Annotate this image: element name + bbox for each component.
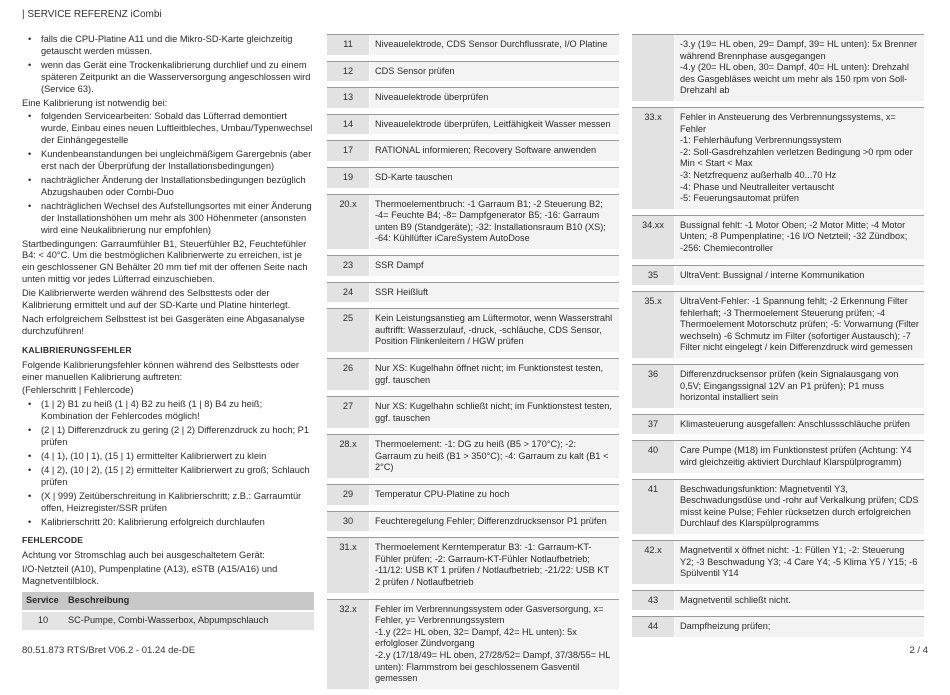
table-row xyxy=(632,265,924,286)
list-item: • (X | 999) Zeitüberschreitung in Kalibrierschritt; z.B.: Garraumtür offen, Heizregister/SSR prüfen xyxy=(28,490,302,513)
error-code xyxy=(632,35,674,101)
error-code: 23 xyxy=(342,259,354,270)
error-description xyxy=(674,617,924,637)
table-row xyxy=(327,599,619,689)
error-code: 19 xyxy=(342,171,354,182)
table-row xyxy=(327,434,619,478)
description-line: RATIONAL informieren; Recovery Software anwenden xyxy=(375,145,597,156)
description-line: Thermoelement Kerntemperatur B3: -1: Garraum-KT-Fühler prüfen; -2: Garraum-KT-Fühler Notlaufbetrieb; -11/12: USB KT 1 prüfen / Notlaufbetrieb; -21/22: USB KT 2 prüfen / Notlaufbetrieb xyxy=(375,542,609,588)
table-row xyxy=(22,611,314,630)
error-description xyxy=(369,359,619,390)
paragraph: Nach erfolgreichem Selbsttest ist bei Gasgeräten eine Abgasanalyse durchzuführen! xyxy=(22,313,305,336)
list-item: • falls die CPU-Platine A11 und die Mikro-SD-Karte gleichzeitig getauscht werden müssen. xyxy=(28,34,293,56)
description-line: Dampfheizung prüfen; xyxy=(680,621,771,632)
description-line: -1.y (22= HL oben, 32= Dampf, 42= HL unten): 5x erfolgloser Zündvorgang xyxy=(375,626,577,649)
list-item-text: (X | 999) Zeitüberschreitung in Kalibrierschritt; z.B.: Garraumtür offen, Heizregister/SSR prüfen xyxy=(41,490,302,513)
list-item-text: falls die CPU-Platine A11 und die Mikro-SD-Karte gleichzeitig getauscht werden müssen. xyxy=(41,34,293,56)
error-code: 33.x xyxy=(644,111,662,122)
table-row xyxy=(632,107,924,209)
description-line: -2.y (17/18/49= HL oben, 27/28/52= Dampf, 37/38/55= HL unten): Flammstrom bei geschlossenem Gasventil gemessen xyxy=(375,650,611,684)
description-line: Care Pumpe (M18) im Funktionstest prüfen (Achtung: Y4 wird gleichzeitig aktiviert Durchlauf Klarspülprogramm) xyxy=(680,445,912,468)
description-line: Nur XS: Kugelhahn schließt nicht; im Funktionstest testen, ggf. tauschen xyxy=(375,401,612,423)
description-line: Fehler im Verbrennungssystem oder Gasversorgung, x= Fehler, y= Verbrennungssystem xyxy=(375,603,604,626)
error-code: 25 xyxy=(342,313,354,324)
error-code: 41 xyxy=(647,483,659,494)
error-description xyxy=(369,195,619,249)
error-code: 37 xyxy=(647,418,659,429)
error-description xyxy=(369,512,619,532)
left-column xyxy=(22,34,314,630)
description-line: Temperatur CPU-Platine zu hoch xyxy=(375,489,510,500)
list-item-text: Kalibrierschritt 20: Kalibrierung erfolgreich durchlaufen xyxy=(41,516,265,527)
paragraph: Folgende Kalibrierungsfehler können während des Selbsttests oder einer manuellen Kalibrierung auftreten: xyxy=(22,359,300,382)
error-description xyxy=(674,365,924,408)
description-line: SD-Karte tauschen xyxy=(375,171,453,182)
error-code: 11 xyxy=(343,39,353,49)
list-item: • folgenden Servicearbeiten: Sobald das Lüfterrad demontiert wurde, Einbau eines neuen Luftleitbleches, Umbau/Typenwechsel der Einhängegestelle xyxy=(28,111,313,146)
description-line: Magnetventil x öffnet nicht: -1: Füllen Y1; -2: Steuerung Y2; -3 Beschwadung Y3; -4 Care Y4; -5 Klima Y5 / Y15; -6 Spülventil Y14 xyxy=(680,545,918,579)
list-item: • nachträglicher Änderung der Installationsbedingungen bezüglich Abzugshauben oder Combi-Duo xyxy=(28,174,306,197)
table-row xyxy=(632,540,924,584)
description-line: Niveauelektrode, CDS Sensor Durchflussrate, I/O Platine xyxy=(375,39,608,49)
table-row xyxy=(632,34,924,101)
error-description xyxy=(369,309,619,352)
error-code: 13 xyxy=(342,92,354,103)
paragraph: Achtung vor Stromschlag auch bei ausgeschaltetem Gerät: xyxy=(22,550,265,561)
description-line: -1: Fehlerhäufung Verbrennungssystem xyxy=(680,135,842,146)
service-description: SC-Pumpe, Combi-Wasserbox, Abpumpschlauch xyxy=(64,611,314,630)
description-line: UltraVent: Bussignal / interne Kommunikation xyxy=(680,269,865,280)
error-code: 36 xyxy=(647,369,659,380)
bullet-list xyxy=(22,399,314,528)
error-code: 31.x xyxy=(339,542,357,553)
description-line: Nur XS: Kugelhahn öffnet nicht; im Funktionstest testen, ggf. tauschen xyxy=(375,362,604,385)
description-line: -2: Soll-Gasdrehzahlen verletzen Bedingung >0 rpm oder Min < Start < Max xyxy=(680,146,913,169)
table-row xyxy=(327,34,619,55)
description-line: -3.y (19= HL oben, 29= Dampf, 39= HL unten): 5x Brenner während Brennphase ausgegangen xyxy=(680,39,918,61)
paragraph: Startbedingungen: Garraumfühler B1, Steuerfühler B2, Feuchtefühler B4: < 40°C. Um die bestmöglichen Kalibrierwerte zu erreichen, ist je ein geschlossener GN Behälter 20 mm tief mit der offenen Seite nach unten mittig vor jedes Lüfterrad einzuschieben. xyxy=(22,238,308,285)
description-line: SSR Heißluft xyxy=(375,286,429,297)
description-line: -5: Feuerungsautomat prüfen xyxy=(680,193,799,204)
description-line: Niveauelektrode überprüfen xyxy=(375,92,489,103)
error-description xyxy=(674,108,924,209)
error-code: 43 xyxy=(647,594,659,605)
error-description xyxy=(369,62,619,82)
list-item-text: wenn das Gerät eine Trockenkalibrierung durchlief und zu einem späteren Zeitpunkt an die Wasserversorgung angeschlossen wird (Service 63). xyxy=(41,59,311,94)
list-item: • (1 | 2) B1 zu heiß (1 | 4) B2 zu heiß (1 | 8) B4 zu heiß; Kombination der Fehlercodes möglich! xyxy=(28,399,263,422)
bullet-list xyxy=(22,111,314,236)
table-row xyxy=(327,396,619,428)
list-item: • (4 | 2), (10 | 2), (15 | 2) ermittelter Kalibrierwert zu groß; Schlauch prüfen xyxy=(28,464,310,487)
error-description xyxy=(674,415,924,435)
list-item-text: folgenden Servicearbeiten: Sobald das Lüfterrad demontiert wurde, Einbau eines neuen Luftleitbleches, Umbau/Typenwechsel der Einhängegestelle xyxy=(41,111,313,146)
error-code: 35.x xyxy=(644,296,662,307)
error-code: 42.x xyxy=(644,545,662,555)
table-row xyxy=(327,61,619,82)
list-item: • (4 | 1), (10 | 1), (15 | 1) ermittelter Kalibrierwert zu klein xyxy=(28,451,267,461)
error-description xyxy=(369,600,619,689)
description-line: CDS Sensor prüfen xyxy=(375,65,455,76)
error-code: 12 xyxy=(342,65,354,76)
table-row xyxy=(327,511,619,532)
table-row xyxy=(327,87,619,108)
error-code: 29 xyxy=(342,489,354,500)
description-line: Feuchteregelung Fehler; Differenzdrucksensor P1 prüfen xyxy=(375,515,607,526)
error-code: 17 xyxy=(342,145,354,156)
footer-page-number: 2 / 4 xyxy=(909,645,928,656)
error-description xyxy=(369,538,619,592)
list-item: • nachträglichen Wechsel des Aufstellungsortes mit einer Änderung der Installationshöhen um mehr als 300 Höhenmeter (ansonsten wird eine Neukalibrierung nur empfohlen) xyxy=(28,200,312,235)
description-line: Thermoelement: -1: DG zu heiß (B5 > 170°C); -2: Garraum zu heiß (B1 > 350°C); -4: Garraum zu kalt (B1 < 2°C) xyxy=(375,439,609,473)
error-description xyxy=(369,283,619,303)
error-description xyxy=(369,485,619,505)
list-item: • (2 | 1) Differenzdruck zu gering (2 | 2) Differenzdruck zu hoch; P1 prüfen xyxy=(28,425,310,448)
table-row xyxy=(632,291,924,358)
error-description xyxy=(369,141,619,161)
table-row xyxy=(327,114,619,135)
error-description xyxy=(674,591,924,611)
table-row xyxy=(327,255,619,276)
error-description xyxy=(369,256,619,276)
error-description xyxy=(369,397,619,428)
list-item-text: nachträglichen Wechsel des Aufstellungsortes mit einer Änderung der Installationshöhen um mehr als 300 Höhenmeter (ansonsten wird eine Neukalibrierung nur empfohlen) xyxy=(41,200,312,235)
error-description xyxy=(674,480,924,534)
table-row xyxy=(327,308,619,352)
error-code: 32.x xyxy=(339,603,357,614)
description-line: Bussignal fehlt: -1 Motor Oben; -2 Motor Mitte; -4 Motor Unten; -8 Pumpenplatine; -16 I/O Netzteil; -32 Zündbox; -256: Chemiecontroller xyxy=(680,219,908,253)
section-heading: FEHLERCODE xyxy=(22,535,84,546)
description-line: -4.y (20= HL oben, 30= Dampf, 40= HL unten): Drehzahl des Gasgebläses weicht um mehr als 150 rpm von Soll-Drehzahl ab xyxy=(680,62,909,96)
error-description xyxy=(369,35,619,55)
table-row xyxy=(327,537,619,592)
table-row xyxy=(632,215,924,259)
description-line: Kein Leistungsanstieg am Lüftermotor, wenn Wasserstrahl auftrifft: Wasserzulauf, -druck, -schläuche, CDS Sensor, Position Flinkenleitern / HGW prüfen xyxy=(375,313,613,347)
table-row xyxy=(327,167,619,188)
table-row xyxy=(327,358,619,390)
table-row xyxy=(327,484,619,505)
error-code: 44 xyxy=(647,621,659,632)
table-row xyxy=(327,194,619,249)
table-row xyxy=(327,282,619,303)
description-line: Niveauelektrode überprüfen, Leitfähigkeit Wasser messen xyxy=(375,118,611,129)
description-line: Klimasteuerung ausgefallen: Anschlussschläuche prüfen xyxy=(680,418,910,429)
paragraph: Die Kalibrierwerte werden während des Selbsttests oder der Kalibrierung ermittelt und auf der SD-Karte und Platine hinterlegt. xyxy=(22,288,291,311)
table-row xyxy=(632,590,924,611)
list-item-text: (1 | 2) B1 zu heiß (1 | 4) B2 zu heiß (1 | 8) B4 zu heiß; Kombination der Fehlercodes möglich! xyxy=(41,399,263,422)
list-item-text: Kundenbeanstandungen bei ungleichmäßigem Garergebnis (aber erst nach der Überprüfung der Installationsbedingungen) xyxy=(41,149,312,172)
description-line: Beschwadungsfunktion: Magnetventil Y3, Beschwadungsdüse und -rohr auf Verkalkung prüfen; CDS misst keine Pulse; Fehler rücksetzen durch erfolgreichen Durchlauf des Klarspülprogramms xyxy=(680,483,919,529)
table-row xyxy=(632,440,924,472)
table-row xyxy=(327,140,619,161)
description-line: Fehler in Ansteuerung des Verbrennungssystems, x= Fehler xyxy=(680,111,896,134)
list-item-text: (2 | 1) Differenzdruck zu gering (2 | 2) Differenzdruck zu hoch; P1 prüfen xyxy=(41,425,310,448)
page-header: | SERVICE REFERENZ iCombi xyxy=(22,9,162,20)
error-code-column-right xyxy=(632,34,924,643)
error-description xyxy=(674,292,924,358)
description-line: -3: Netzfrequenz außerhalb 40...70 Hz xyxy=(680,169,837,180)
description-line: SSR Dampf xyxy=(375,259,424,270)
error-description xyxy=(674,541,924,584)
column-header: Service xyxy=(22,592,64,611)
description-line: UltraVent-Fehler: -1 Spannung fehlt; -2 Erkennung Filter fehlerhaft; -3 Thermoelement Steuerung prüfen; -4 Thermoelement Motorschutz prüfen; -5: Vorwarnung (Filter wechseln) -6 Schmutz im Filter (sofortiger Austausch); -7 Filter nicht eingelegt / kein Differenzdruck wird gemessen xyxy=(680,296,919,353)
list-item: • Kundenbeanstandungen bei ungleichmäßigem Garergebnis (aber erst nach der Überprüfung der Installationsbedingungen) xyxy=(28,149,312,172)
error-description xyxy=(369,435,619,478)
error-description xyxy=(369,115,619,135)
error-description xyxy=(369,88,619,108)
footer-document-id: 80.51.873 RTS/Bret V06.2 - 01.24 de-DE xyxy=(22,645,196,656)
service-code: 10 xyxy=(22,611,64,630)
bullet-list xyxy=(22,34,314,96)
error-description xyxy=(369,168,619,188)
paragraph: (Fehlerschritt | Fehlercode) xyxy=(22,385,134,396)
section-heading: KALIBRIERUNGSFEHLER xyxy=(22,344,132,355)
table-row xyxy=(632,616,924,637)
description-line: Thermoelementbruch: -1 Garraum B1; -2 Steuerung B2; -4= Feuchte B4; -8= Dampfgenerator B5; -16: Garraum unten B9 (Standgeräte); -32: Installationsraum B10 (XS); -64: Kühllüfter iCareSystem AutoDose xyxy=(375,198,606,244)
table-row xyxy=(632,479,924,534)
error-code-column-middle xyxy=(327,34,619,695)
list-item-text: nachträglicher Änderung der Installationsbedingungen bezüglich Abzugshauben oder Combi-Duo xyxy=(41,174,306,197)
description-line: -4: Phase und Neutralleiter vertauscht xyxy=(680,181,835,192)
error-code: 35 xyxy=(647,269,659,280)
error-code: 14 xyxy=(342,118,354,129)
error-code: 26 xyxy=(342,362,354,373)
table-header-row xyxy=(22,592,314,611)
error-code: 40 xyxy=(647,445,659,456)
error-code: 30 xyxy=(342,515,354,526)
description-line: Magnetventil schließt nicht. xyxy=(680,594,791,605)
list-item: • wenn das Gerät eine Trockenkalibrierung durchlief und zu einem späteren Zeitpunkt an die Wasserversorgung angeschlossen wird (Service 63). xyxy=(28,59,311,94)
list-item-text: (4 | 1), (10 | 1), (15 | 1) ermittelter Kalibrierwert zu klein xyxy=(41,451,267,461)
error-code: 28.x xyxy=(339,439,357,450)
list-item: • Kalibrierschritt 20: Kalibrierung erfolgreich durchlaufen xyxy=(28,516,265,527)
error-code: 27 xyxy=(342,401,354,412)
table-row xyxy=(632,414,924,435)
table-row xyxy=(632,364,924,408)
error-description xyxy=(674,216,924,259)
error-description xyxy=(674,35,924,101)
column-header: Beschreibung xyxy=(64,592,314,611)
list-item-text: (4 | 2), (10 | 2), (15 | 2) ermittelter Kalibrierwert zu groß; Schlauch prüfen xyxy=(41,464,310,487)
error-code: 34.xx xyxy=(642,219,664,230)
error-code: 24 xyxy=(342,286,354,297)
error-description xyxy=(674,441,924,472)
description-line: Differenzdrucksensor prüfen (kein Signalausgang von 0,5V; Eingangssignal 12V an P1 prüfen); P1 muss horizontal installiert sein xyxy=(680,369,899,403)
error-description xyxy=(674,266,924,286)
error-code: 20.x xyxy=(339,198,357,209)
paragraph: Eine Kalibrierung ist notwendig bei: xyxy=(22,97,168,108)
service-table xyxy=(22,592,314,630)
paragraph: I/O-Netzteil (A10), Pumpenplatine (A13), eSTB (A15/A16) und Magnetventilblock. xyxy=(22,564,278,587)
